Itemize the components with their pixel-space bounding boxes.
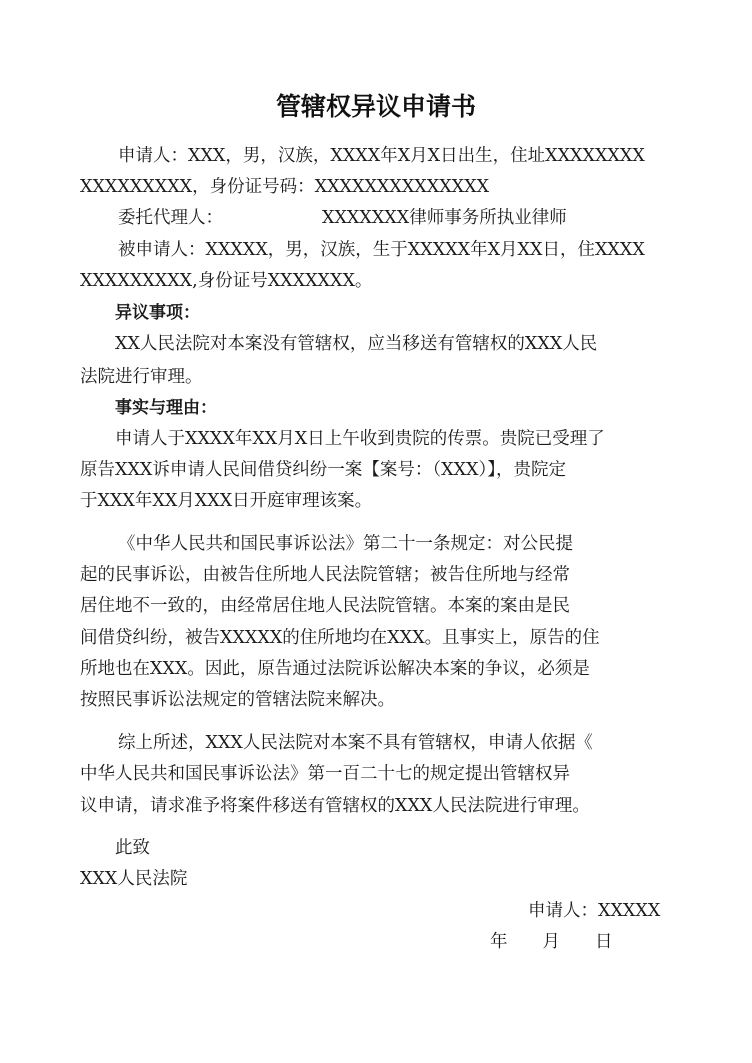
agent-value: XXXXXXX律师事务所执业律师 <box>322 208 567 228</box>
date-line: 年 月 日 <box>490 932 613 952</box>
agent-label: 委托代理人： <box>118 208 223 228</box>
facts-p1-line: 原告XXX诉申请人民间借贷纠纷一案【案号：（XXX）】，贵院定 <box>80 460 566 480</box>
facts-p1-line: 于XXX年XX月XXX日开庭审理该案。 <box>80 491 373 511</box>
applicant-line-1: 申请人：XXX，男，汉族，XXXX年X月X日出生，住址XXXXXXXX <box>118 146 645 166</box>
facts-p2-line: 《中华人民共和国民事诉讼法》第二十一条规定：对公民提 <box>118 534 573 554</box>
closing-court: XXX人民法院 <box>80 869 188 889</box>
facts-p2-line: 起的民事诉讼，由被告住所地人民法院管辖；被告住所地与经常 <box>80 565 570 585</box>
objection-line: XX人民法院对本案没有管辖权，应当移送有管辖权的XXX人民 <box>115 334 598 354</box>
facts-p3-line: 议申请，请求准予将案件移送有管辖权的XXX人民法院进行审理。 <box>80 796 590 816</box>
facts-p3-line: 中华人民共和国民事诉讼法》第一百二十七的规定提出管辖权异 <box>80 764 570 784</box>
applicant-line-2: XXXXXXXXX，身份证号码：XXXXXXXXXXXXXX <box>80 177 490 197</box>
facts-p2-line: 按照民事诉讼法规定的管辖法院来解决。 <box>80 690 395 710</box>
respondent-line-1: 被申请人：XXXXX，男，汉族，生于XXXXX年X月XX日，住XXXX <box>118 240 645 260</box>
signature-line: 申请人：XXXXX <box>528 901 661 921</box>
closing-salutation: 此致 <box>115 838 150 858</box>
respondent-line-2: XXXXXXXXX,身份证号XXXXXXX。 <box>80 271 373 291</box>
objection-line: 法院进行审理。 <box>80 367 203 387</box>
facts-p2-line: 所地也在XXX。因此，原告通过法院诉讼解决本案的争议，必须是 <box>80 659 590 679</box>
facts-p3-line: 综上所述，XXX人民法院对本案不具有管辖权，申请人依据《 <box>118 733 593 753</box>
facts-heading: 事实与理由： <box>115 398 217 418</box>
facts-p2-line: 居住地不一致的，由经常居住地人民法院管辖。本案的案由是民 <box>80 596 570 616</box>
facts-p2-line: 间借贷纠纷，被告XXXXX的住所地均在XXX。且事实上，原告的住 <box>80 628 600 648</box>
document-title: 管辖权异议申请书 <box>275 92 476 121</box>
facts-p1-line: 申请人于XXXX年XX月X日上午收到贵院的传票。贵院已受理了 <box>115 429 605 449</box>
objection-heading: 异议事项： <box>115 303 200 323</box>
